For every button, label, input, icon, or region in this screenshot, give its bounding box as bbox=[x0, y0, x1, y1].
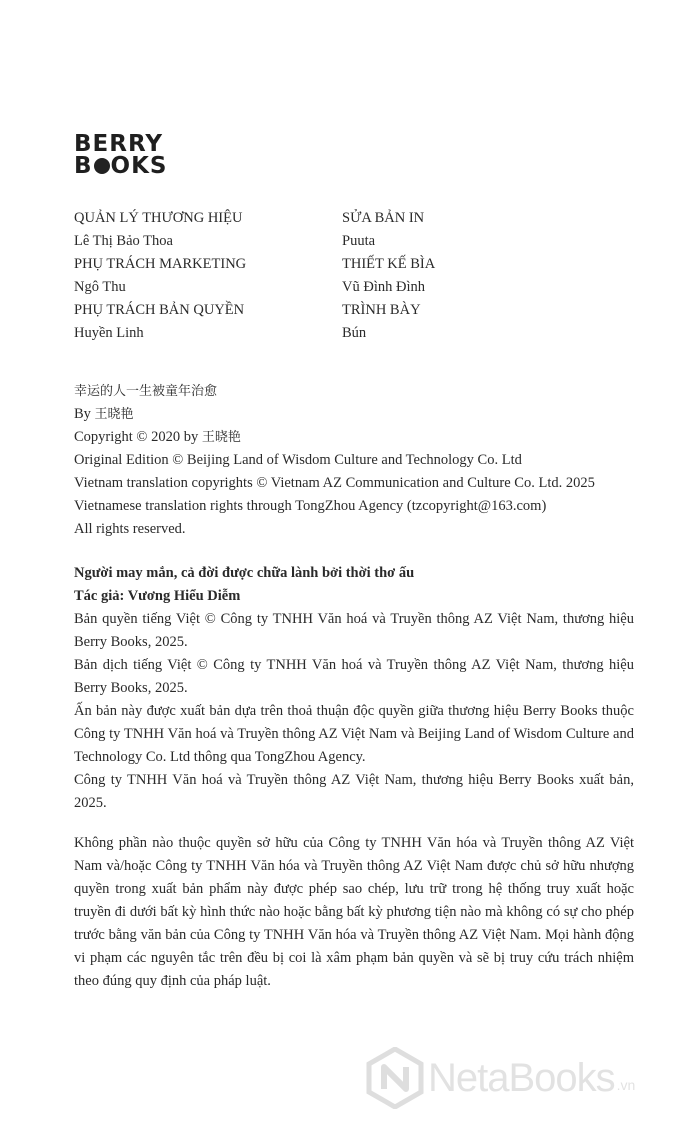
credit-name-proofreading: Puuta bbox=[342, 233, 376, 249]
all-rights-reserved: All rights reserved. bbox=[74, 521, 186, 537]
publishing-agreement-paragraph: Ấn bản này được xuất bản dựa trên thoả thuận độc quyền giữa thương hiệu Berry Books thuộc Công ty TNHH Văn hoá và Truyền thông AZ Việt Nam và Beijing Land of Wisdom Culture and Technology Co. Ltd thông qua TongZhou Agency. bbox=[74, 703, 634, 765]
credit-name-cover-design: Vũ Đình Đình bbox=[342, 279, 425, 295]
watermark-domain: .vn bbox=[616, 1077, 636, 1093]
credit-name-brand-manager: Lê Thị Bảo Thoa bbox=[74, 233, 173, 249]
copyright-author: 王晓艳 bbox=[201, 430, 241, 445]
vietnamese-copyright-paragraph: Bản quyền tiếng Việt © Công ty TNHH Văn hoá và Truyền thông AZ Việt Nam, thương hiệu Berry Books, 2025. bbox=[74, 611, 634, 650]
credit-role-rights: PHỤ TRÁCH BẢN QUYỀN bbox=[74, 302, 245, 318]
credit-role-brand-manager: QUẢN LÝ THƯƠNG HIỆU bbox=[74, 210, 243, 226]
logo-line-1: BERRY bbox=[74, 131, 164, 157]
legal-notice-text: Không phần nào thuộc quyền sở hữu của Công ty TNHH Văn hóa và Truyền thông AZ Việt Nam và/hoặc Công ty TNHH Văn hóa và Truyền thông AZ Việt Nam được chủ sở hữu nhượng quyền trong xuất bản phẩm này được phép sao chép, lưu trữ trong hệ thống truy xuất hoặc truyền đi dưới bất kỳ hình thức nào hoặc bằng bất kỳ phương tiện nào mà không có sự cho phép trước bằng văn bản của Công ty TNHH Văn hóa và Truyền thông AZ Việt Nam. Mọi hành động vi phạm các nguyên tắc trên đều bị coi là xâm phạm bản quyền và sẽ bị truy cứu trách nhiệm theo đúng quy định của pháp luật. bbox=[74, 835, 634, 989]
credit-name-rights: Huyền Linh bbox=[74, 325, 144, 341]
logo-line-2 bbox=[74, 155, 167, 177]
logo-line-2-start: B bbox=[74, 153, 93, 179]
original-edition-block bbox=[74, 380, 634, 541]
original-author-line bbox=[74, 403, 634, 426]
credits-right-column bbox=[342, 207, 592, 345]
credits-left-column bbox=[74, 207, 334, 345]
copyright-prefix: Copyright © 2020 by bbox=[74, 429, 202, 445]
original-title: 幸运的人一生被童年治愈 bbox=[74, 384, 218, 399]
copyright-line bbox=[74, 426, 634, 449]
vietnamese-author: Tác giả: Vương Hiểu Diễm bbox=[74, 588, 241, 604]
credit-role-layout: TRÌNH BÀY bbox=[342, 302, 421, 318]
credit-name-marketing: Ngô Thu bbox=[74, 279, 126, 295]
netabooks-logo-icon bbox=[364, 1047, 426, 1109]
by-label: By bbox=[74, 406, 95, 422]
berry-books-logo bbox=[74, 133, 167, 177]
translation-rights-line: Vietnamese translation rights through TongZhou Agency (tzcopyright@163.com) bbox=[74, 498, 547, 514]
credit-role-proofreading: SỬA BẢN IN bbox=[342, 210, 425, 226]
logo-berry-dot-icon bbox=[94, 158, 110, 174]
translation-copyright-line: Vietnam translation copyrights © Vietnam AZ Communication and Culture Co. Ltd. 2025 bbox=[74, 475, 595, 491]
legal-notice-block bbox=[74, 832, 634, 993]
publisher-paragraph: Công ty TNHH Văn hoá và Truyền thông AZ Việt Nam, thương hiệu Berry Books xuất bản, 2025. bbox=[74, 772, 634, 811]
credit-role-cover-design: THIẾT KẾ BÌA bbox=[342, 256, 436, 272]
logo-line-2-end: OKS bbox=[110, 153, 168, 179]
credit-name-layout: Bún bbox=[342, 325, 367, 341]
original-edition-line: Original Edition © Beijing Land of Wisdom Culture and Technology Co. Ltd bbox=[74, 452, 522, 468]
netabooks-watermark bbox=[364, 1046, 635, 1110]
vietnamese-edition-block bbox=[74, 562, 634, 815]
watermark-brand: NetaBooks bbox=[428, 1055, 615, 1100]
credit-role-marketing: PHỤ TRÁCH MARKETING bbox=[74, 256, 247, 272]
original-author: 王晓艳 bbox=[94, 407, 134, 422]
vietnamese-title: Người may mắn, cả đời được chữa lành bởi thời thơ ấu bbox=[74, 565, 415, 581]
vietnamese-translation-paragraph: Bản dịch tiếng Việt © Công ty TNHH Văn hoá và Truyền thông AZ Việt Nam, thương hiệu Berry Books, 2025. bbox=[74, 657, 634, 696]
